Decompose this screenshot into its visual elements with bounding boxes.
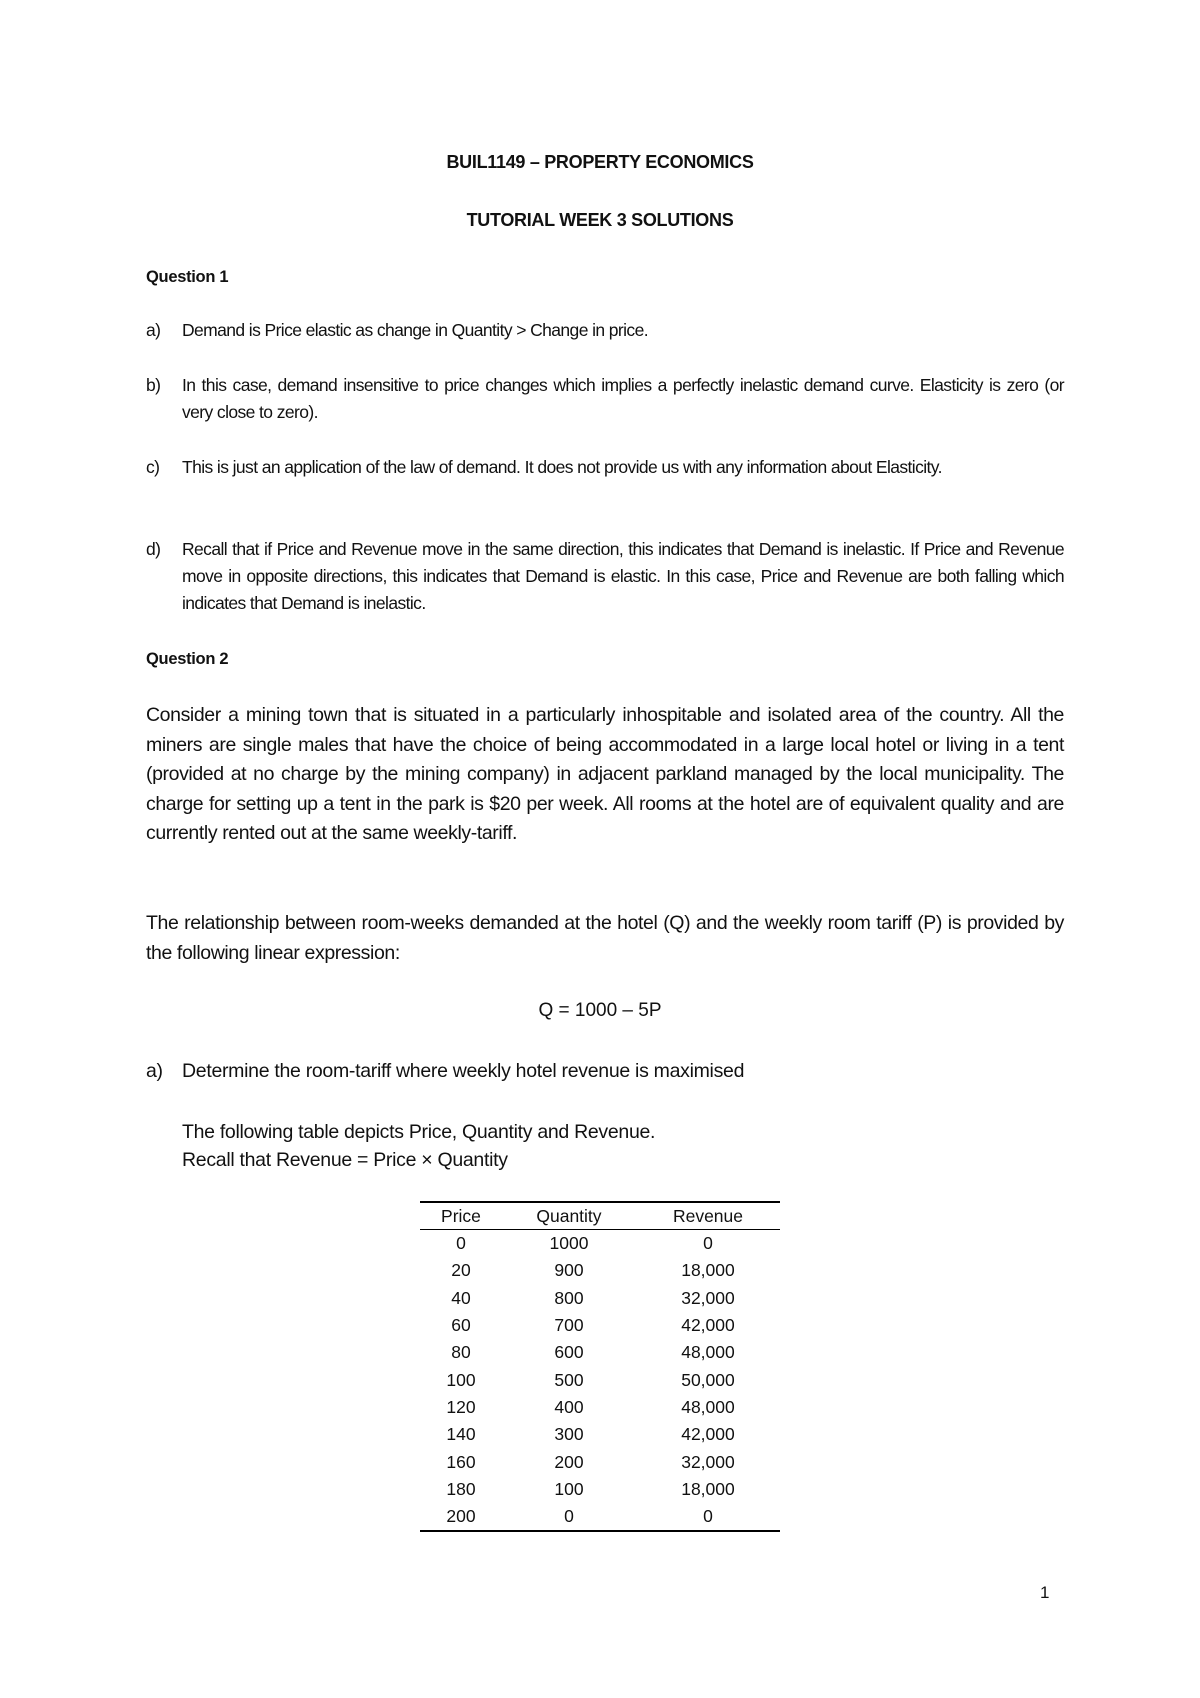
cell-revenue: 0	[703, 1233, 713, 1254]
cell-quantity: 600	[554, 1342, 584, 1363]
column-header-revenue: Revenue	[636, 1202, 780, 1230]
course-title: BUIL1149 – PROPERTY ECONOMICS	[446, 152, 754, 172]
table-intro-line-2: Recall that Revenue = Price × Quantity	[182, 1149, 508, 1171]
table-row	[420, 1257, 780, 1284]
cell-revenue: 18,000	[681, 1260, 735, 1281]
table-row	[420, 1366, 780, 1393]
price-quantity-revenue-table	[420, 1201, 780, 1532]
question-1-heading: Question 1	[146, 268, 229, 286]
cell-quantity: 900	[554, 1260, 584, 1281]
cell-price: 60	[451, 1315, 471, 1336]
cell-quantity: 700	[554, 1315, 584, 1336]
cell-revenue: 42,000	[681, 1424, 735, 1445]
demand-equation: Q = 1000 – 5P	[538, 1000, 662, 1021]
scenario-paragraph: Consider a mining town that is situated in a particularly inhospitable and isolated area of the country. All the miners are single males that have the choice of being accommodated in a large local hotel or living in a tent (provided at no charge by the mining company) in adjacent parkland managed by the local municipality. The charge for setting up a tent in the park is $20 per week. All rooms at the hotel are of equivalent quality and are currently rented out at the same weekly-tariff.	[146, 704, 1064, 845]
item-label: b)	[146, 375, 161, 395]
cell-price: 80	[451, 1342, 471, 1363]
column-header-price: Price	[420, 1202, 502, 1230]
q1-item-d	[146, 536, 1064, 617]
cell-price: 20	[451, 1260, 471, 1281]
item-text: This is just an application of the law of demand. It does not provide us with any information about Elasticity.	[182, 457, 942, 477]
q1-item-c	[146, 454, 1064, 481]
cell-quantity: 100	[554, 1478, 584, 1499]
cell-price: 120	[446, 1396, 476, 1417]
cell-quantity: 0	[502, 1503, 636, 1531]
cell-quantity: 1000	[549, 1233, 589, 1254]
cell-quantity: 300	[554, 1424, 584, 1445]
cell-price: 180	[446, 1478, 476, 1499]
cell-revenue: 48,000	[681, 1396, 735, 1417]
relationship-paragraph: The relationship between room-weeks demanded at the hotel (Q) and the weekly room tariff (P) is provided by the following linear expression:	[146, 912, 1064, 964]
item-text: Determine the room-tariff where weekly hotel revenue is maximised	[182, 1060, 745, 1082]
q1-item-a	[146, 317, 1064, 344]
cell-revenue: 50,000	[681, 1369, 735, 1390]
item-text: Recall that if Price and Revenue move in the same direction, this indicates that Demand is inelastic. If Price and Revenue move in opposite directions, this indicates that Demand is elastic. In this case, Price and Revenue are both falling which indicates that Demand is inelastic.	[182, 539, 1064, 613]
table-header-row	[420, 1202, 780, 1230]
cell-revenue: 48,000	[681, 1342, 735, 1363]
cell-price: 140	[446, 1424, 476, 1445]
table-row	[420, 1421, 780, 1448]
item-label: a)	[146, 320, 161, 340]
item-text: Demand is Price elastic as change in Quantity > Change in price.	[182, 320, 648, 340]
table-row	[420, 1476, 780, 1503]
cell-revenue: 18,000	[681, 1478, 735, 1499]
table-row	[420, 1230, 780, 1258]
q1-item-b	[146, 372, 1064, 426]
table-row	[420, 1503, 780, 1531]
table-intro-line-1: The following table depicts Price, Quantity and Revenue.	[182, 1121, 656, 1143]
item-label: c)	[146, 457, 160, 477]
table-row	[420, 1394, 780, 1421]
q2-part-a	[146, 1058, 1064, 1085]
cell-revenue: 32,000	[681, 1451, 735, 1472]
cell-quantity: 500	[554, 1369, 584, 1390]
column-header-quantity: Quantity	[502, 1202, 636, 1230]
question-2-heading: Question 2	[146, 650, 229, 668]
cell-quantity: 800	[554, 1287, 584, 1308]
cell-price: 100	[446, 1369, 476, 1390]
page-number: 1	[1040, 1583, 1050, 1602]
item-label: d)	[146, 539, 161, 559]
item-text: In this case, demand insensitive to price changes which implies a perfectly inelastic demand curve. Elasticity is zero (or very close to zero).	[182, 375, 1064, 422]
table-row	[420, 1285, 780, 1312]
cell-revenue: 0	[636, 1503, 780, 1531]
cell-quantity: 400	[554, 1396, 584, 1417]
cell-price: 200	[420, 1503, 502, 1531]
cell-price: 0	[456, 1233, 466, 1254]
cell-price: 40	[451, 1287, 471, 1308]
table-row	[420, 1312, 780, 1339]
cell-quantity: 200	[554, 1451, 584, 1472]
cell-revenue: 32,000	[681, 1287, 735, 1308]
document-title: TUTORIAL WEEK 3 SOLUTIONS	[466, 210, 734, 230]
table-row	[420, 1448, 780, 1475]
item-label: a)	[146, 1060, 163, 1082]
table-row	[420, 1339, 780, 1366]
cell-price: 160	[446, 1451, 476, 1472]
cell-revenue: 42,000	[681, 1315, 735, 1336]
